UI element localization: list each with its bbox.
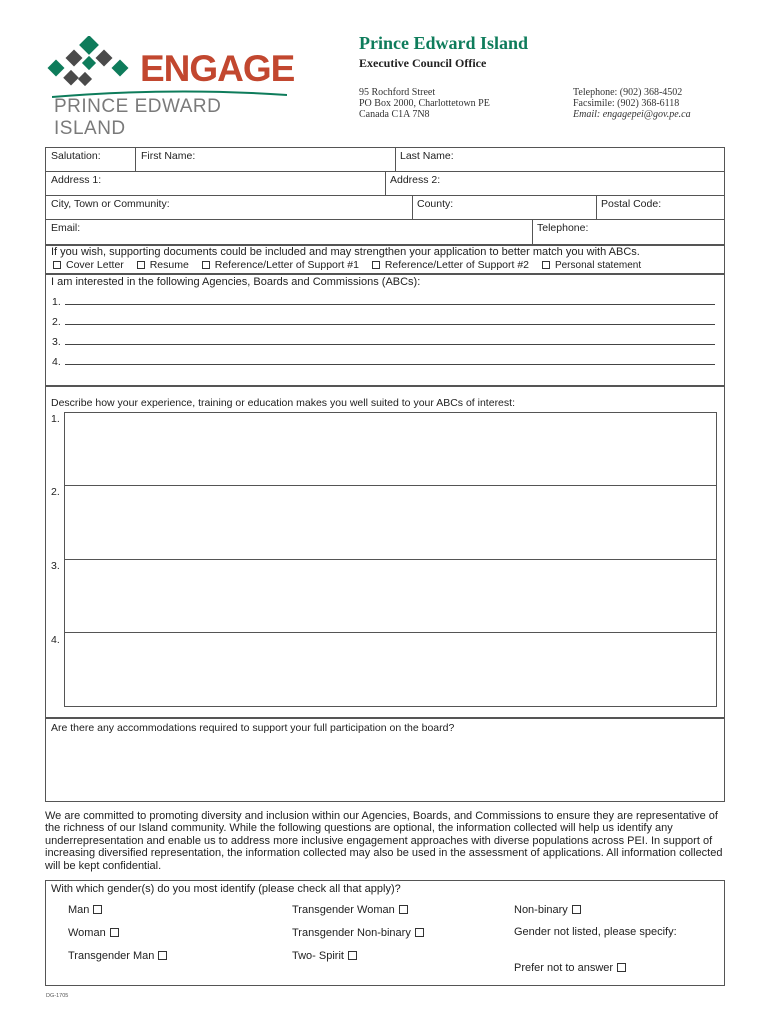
checkbox-icon[interactable] (348, 951, 357, 960)
engage-logo (44, 36, 295, 139)
abc-line-1[interactable]: 1. (52, 296, 715, 308)
doc-option-resume[interactable]: Resume (137, 259, 189, 271)
logo-swoosh (52, 86, 287, 96)
county-field[interactable]: County: (417, 198, 454, 210)
documents-options (53, 259, 641, 271)
experience-number: 2. (51, 486, 60, 498)
checkbox-icon[interactable] (572, 905, 581, 914)
doc-option-personal-statement[interactable]: Personal statement (542, 260, 641, 271)
experience-answer-2[interactable] (64, 486, 717, 560)
gender-option-not-listed[interactable]: Gender not listed, please specify: (514, 926, 677, 938)
gender-option-woman[interactable]: Woman (68, 927, 119, 939)
experience-number: 1. (51, 413, 60, 425)
gender-option-transgender-non-binary[interactable]: Transgender Non-binary (292, 927, 424, 939)
email-field[interactable]: Email: (51, 222, 81, 234)
checkbox-icon[interactable] (202, 261, 210, 269)
checkbox-icon[interactable] (372, 261, 380, 269)
gender-option-two-spirit[interactable]: Two- Spirit (292, 950, 357, 962)
gender-option-prefer-not[interactable]: Prefer not to answer (514, 962, 626, 974)
telephone-line: Telephone: (902) 368-4502 (573, 87, 683, 98)
city-field[interactable]: City, Town or Community: (51, 198, 170, 210)
doc-option-reference-2[interactable]: Reference/Letter of Support #2 (372, 259, 529, 271)
address-line: PO Box 2000, Charlottetown PE (359, 98, 490, 109)
checkbox-icon[interactable] (415, 928, 424, 937)
checkbox-icon[interactable] (617, 963, 626, 972)
logo-subtitle: PRINCE EDWARD ISLAND (54, 96, 222, 139)
checkbox-icon[interactable] (110, 928, 119, 937)
experience-answer-3[interactable] (64, 559, 717, 633)
mailing-address (359, 87, 490, 120)
abc-line-3[interactable]: 3. (52, 336, 715, 348)
checkbox-icon[interactable] (137, 261, 145, 269)
gender-option-man[interactable]: Man (68, 904, 102, 916)
checkbox-icon[interactable] (399, 905, 408, 914)
first-name-field[interactable]: First Name: (141, 150, 196, 162)
doc-option-reference-1[interactable]: Reference/Letter of Support #1 (202, 259, 359, 271)
checkbox-icon[interactable] (158, 951, 167, 960)
experience-number: 3. (51, 560, 60, 572)
experience-answer-1[interactable] (64, 412, 717, 486)
telephone-field[interactable]: Telephone: (537, 222, 589, 234)
experience-number: 4. (51, 634, 60, 646)
experience-answer-4[interactable] (64, 633, 717, 707)
email-line: Email: engagepei@gov.pe.ca (573, 109, 691, 120)
checkbox-icon[interactable] (542, 261, 550, 269)
documents-prompt: If you wish, supporting documents could be included and may strengthen your application to better match you with ABCs. (51, 246, 640, 258)
contact-info (573, 87, 691, 120)
accommodations-prompt: Are there any accommodations required to support your full participation on the board? (51, 722, 455, 734)
org-title: Prince Edward Island (359, 33, 529, 53)
fax-line: Facsimile: (902) 368-6118 (573, 98, 680, 109)
gender-option-transgender-woman[interactable]: Transgender Woman (292, 904, 408, 916)
abc-line-4[interactable]: 4. (52, 356, 715, 368)
experience-prompt: Describe how your experience, training or education makes you well suited to your ABCs of interest: (51, 397, 515, 409)
checkbox-icon[interactable] (53, 261, 61, 269)
address-line: Canada C1A 7N8 (359, 109, 430, 120)
abc-line-2[interactable]: 2. (52, 316, 715, 328)
gender-option-transgender-man[interactable]: Transgender Man (68, 950, 167, 962)
diversity-statement: We are committed to promoting diversity and inclusion within our Agencies, Boards, and Commissions to ensure they are representative of the richness of our Island community. While the following questions are optional, the information collected will help us identify any underrepresentation and enable us to address more inclusive engagement approaches with diverse populations across PEI. In support of increasing diversified representation, the information collected may also be used in the assessment of applications. All information collected will be kept confidential. (45, 810, 723, 872)
address1-field[interactable]: Address 1: (51, 174, 102, 186)
last-name-field[interactable]: Last Name: (400, 150, 454, 162)
postal-code-field[interactable]: Postal Code: (601, 198, 662, 210)
org-subtitle: Executive Council Office (359, 56, 487, 70)
address2-field[interactable]: Address 2: (390, 174, 441, 186)
checkbox-icon[interactable] (93, 905, 102, 914)
address-line: 95 Rochford Street (359, 87, 436, 98)
form-code: DG-1705 (46, 993, 69, 999)
doc-option-cover-letter[interactable]: Cover Letter (53, 259, 124, 271)
gender-option-non-binary[interactable]: Non-binary (514, 904, 581, 916)
salutation-field[interactable]: Salutation: (51, 150, 101, 162)
gender-prompt: With which gender(s) do you most identify (please check all that apply)? (51, 883, 401, 895)
abcs-box (45, 274, 725, 386)
abcs-prompt: I am interested in the following Agencies, Boards and Commissions (ABCs): (51, 276, 421, 288)
logo-wordmark: ENGAGE (140, 48, 295, 89)
